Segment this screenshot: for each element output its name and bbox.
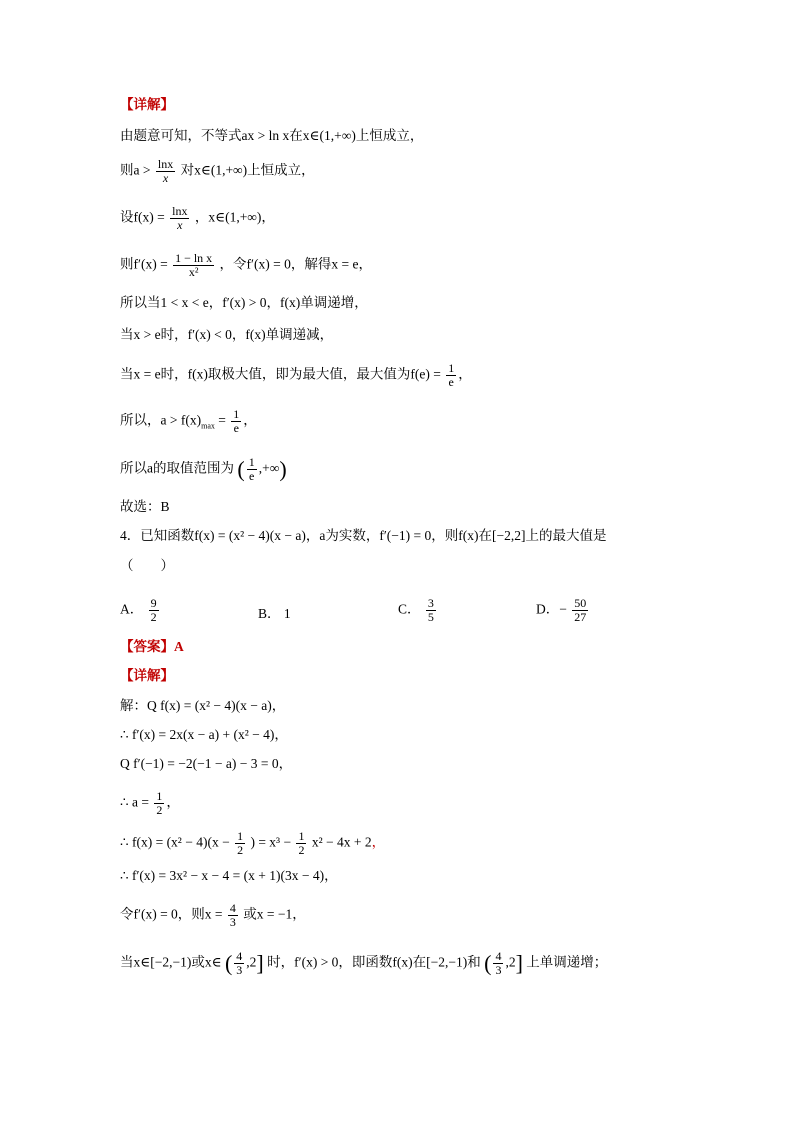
line-range: 所以a的取值范围为 ( $\frac{1}{e}$ ,+∞): [120, 455, 287, 483]
option-b: B． 1: [258, 606, 291, 621]
sol-line-derivative: ∴ f′(x) = 3x² − x − 4 = (x + 1)(3x − 4)，: [120, 868, 338, 883]
fraction-lnx-over-x: $\frac{\ln x}{x}$: [157, 157, 174, 185]
line-derivative: 则f′(x) = $\frac{\text{1 − ln x}}{\text{x²}}$ ，令f′(x) = 0，解得x = e，: [120, 251, 372, 279]
option-d: D．− $\frac{50}{27}$: [536, 596, 587, 624]
answer-line: [120, 637, 184, 657]
option-c: C． $\frac{3}{5}$: [398, 596, 434, 624]
sol-line-monotone: 当x∈[−2,−1)或x∈ ( $\frac{4}{3}$ ,2] 时，f′(x) > 0，即函数f(x)在[−2,−1)和 ( $\frac{4}{3}$ ,2] 上单调递增；: [120, 949, 608, 977]
question-4-blank: （ ）: [120, 558, 174, 573]
sol-line-roots: 令f′(x) = 0，则x = $\frac{4}{3}$ 或x = −1，: [120, 901, 306, 929]
answer-tag: 【答案】: [120, 639, 174, 654]
answer-value: A: [174, 639, 184, 654]
fraction-f-def: $\frac{\ln x}{x}$: [172, 204, 188, 232]
sol-line-a-value: ∴ a = $\frac{1}{2}$ ，: [120, 789, 180, 817]
detail-tag-2: 【详解】: [120, 668, 174, 683]
line-choice: 故选：B: [120, 499, 170, 514]
sol-line-f-expand: ∴ f(x) = (x² − 4)(x − $\frac{1}{2}$ ) = x³ − $\frac{1}{2}$ x² − 4x + 2，: [120, 829, 386, 857]
fraction-range-1-over-e: $\frac{1}{e}$: [248, 455, 255, 483]
line-a-greater-max: 所以，$a > f(x)_{max}$ = $\frac{1}{e}$ ，: [120, 407, 257, 435]
fraction-derivative: $\frac{\text{1 − ln x}}{\text{x²}}$: [175, 251, 213, 279]
question-4-stem: 4．已知函数f(x) = (x² − 4)(x − a)，a为实数，f′(−1) = 0，则f(x)在[−2,2]上的最大值是: [120, 528, 607, 543]
line-max-value: 当x = e时，f(x)取极大值，即为最大值，最大值为f(e) = $\frac{1}{e}$ ，: [120, 361, 472, 389]
line-decreasing: 当x > e时，f′(x) < 0，f(x)单调递减，: [120, 327, 334, 342]
sol-line-3: Q f′(−1) = −2(−1 − a) − 3 = 0，: [120, 756, 293, 771]
fraction-1-over-e-2: $\frac{1}{e}$: [233, 407, 240, 435]
sol-line-2: ∴ f′(x) = 2x(x − a) + (x² − 4)，: [120, 727, 288, 742]
text-a-greater: 则a >: [120, 162, 151, 178]
line-inequality: 由题意可知，不等式ax > ln x在x∈(1,+∞)上恒成立，: [120, 128, 424, 143]
option-a: A． $\frac{9}{2}$: [120, 596, 157, 624]
text-constant-hold: 对x∈(1,+∞)上恒成立，: [180, 162, 315, 178]
line-a-greater: [120, 158, 315, 185]
line-increasing: 所以当1 < x < e，f′(x) > 0，f(x)单调递增，: [120, 295, 368, 310]
fraction-1-over-e: $\frac{1}{e}$: [448, 361, 455, 389]
detail-tag-1: 【详解】: [120, 97, 174, 112]
line-define-f: 设f(x) = $\frac{\ln x}{x}$ ，x∈(1,+∞)，: [120, 204, 275, 232]
sol-line-1: 解：Q f(x) = (x² − 4)(x − a)，: [120, 698, 286, 713]
